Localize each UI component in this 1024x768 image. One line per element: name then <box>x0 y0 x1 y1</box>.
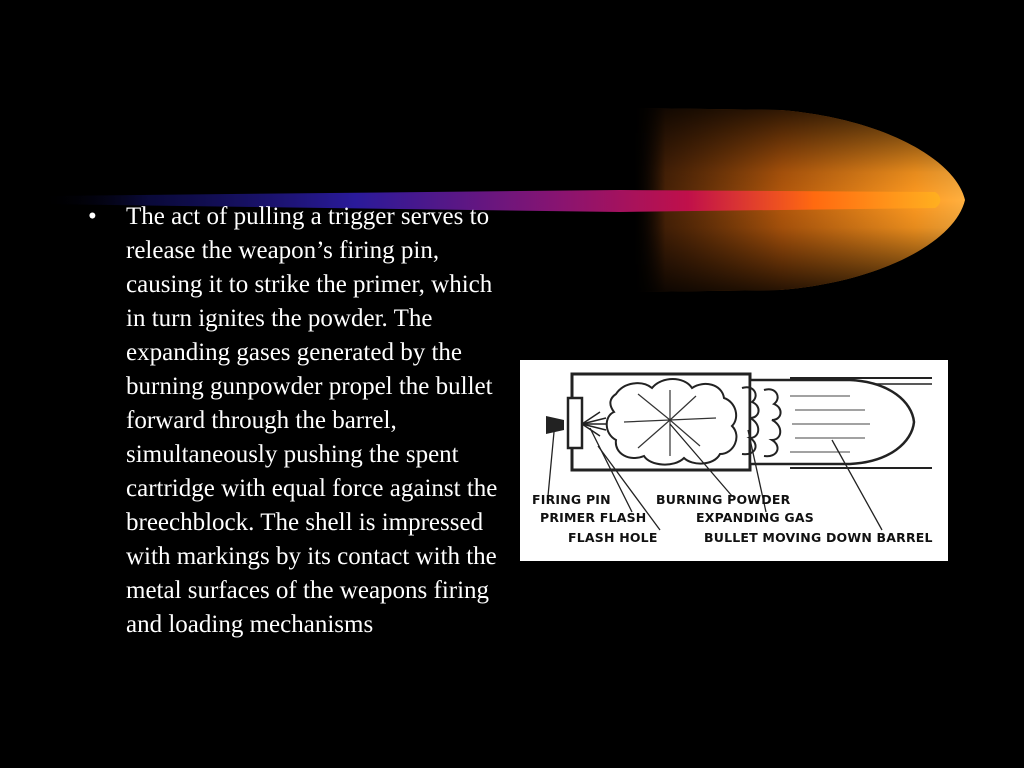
cartridge-diagram-drawing <box>520 360 948 561</box>
label-burning-powder: BURNING POWDER <box>656 492 791 507</box>
bullet-marker: • <box>88 203 97 230</box>
label-primer-flash: PRIMER FLASH <box>540 510 647 525</box>
label-bullet-moving: BULLET MOVING DOWN BARREL <box>704 530 933 545</box>
primer-flash <box>582 412 608 436</box>
label-firing-pin: FIRING PIN <box>532 492 611 507</box>
label-expanding-gas: EXPANDING GAS <box>696 510 814 525</box>
bullet-point <box>88 200 518 642</box>
body-text: The act of pulling a trigger serves to release the weapon’s firing pin, causing it to strike the primer, which in turn ignites the powder. The expanding gases generated by the burning gunpowder propel the bullet forward through the barrel, simultaneously pushing the spent cartridge with equal force against the breechblock. The shell is impressed with markings by its contact with the metal surfaces of the weapons firing and loading mechanisms <box>126 203 498 638</box>
cartridge-diagram <box>520 360 948 561</box>
label-flash-hole: FLASH HOLE <box>568 530 658 545</box>
firing-pin <box>546 416 564 434</box>
cartridge-base <box>568 398 582 448</box>
